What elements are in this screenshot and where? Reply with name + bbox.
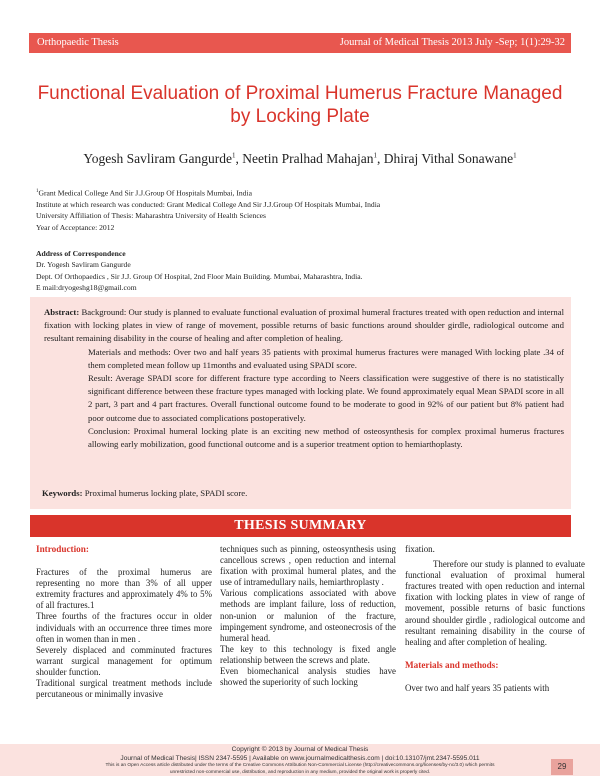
body-column-3 [405,544,585,694]
author-affiliation-mark: 1 [513,151,517,160]
section-label: Orthopaedic Thesis [37,37,119,48]
abstract-conclusion: Conclusion: Proximal humeral locking plate is an exciting new method of osteosynthesis for complex proximal humerus fractures allowing early mobilization, good functional outcome and is a superior treatment option to hemiarthoplasty. [88,425,564,450]
paragraph: techniques such as pinning, osteosynthesis using cancellous screws , open reduction and internal fixation with proximal humeral plates, and the use of intramedullary nails, hemiarthroplasty . [220,544,396,588]
author-affiliation-mark: 1 [373,151,377,160]
paragraph: The key to this technology is fixed angle relationship between the screws and plate. [220,643,396,665]
section-heading-materials-methods: Materials and methods: [405,659,499,670]
abstract-result: Result: Average SPADI score for different fracture type according to Neers classification were suggestive of there is no statistically significant difference between these fracture types managed with locking plate. We found approximately equal Mean SPADI score in all 2 part, 3 part and 4 part fractures. Overall functional outcome found to be moderate to good in 92% of our patient but 8% patient had poor outcome due to associated complications postoperatively. [88,373,564,423]
correspondence-heading: Address of Correspondence [36,249,126,258]
correspondence [36,248,566,294]
journal-citation: Journal of Medical Thesis 2013 July -Sep; 1(1):29-32 [339,37,565,48]
abstract-box [30,297,571,509]
paragraph: Even biomechanical analysis studies have showed the superiority of such locking [220,666,396,688]
keywords-text: Proximal humerus locking plate, SPADI score. [84,488,248,498]
section-heading-introduction: Introduction: [36,544,89,554]
correspondence-dept: Dept. Of Orthopaedics , Sir J.J. Group Of Hospital, 2nd Floor Main Building. Mumbai, Maharashtra, India. [36,271,363,281]
affiliation-line: Grant Medical College And Sir J.J.Group Of Hospitals Mumbai, India [38,188,252,198]
abstract-background: Background: Our study is planned to evaluate functional evaluation of proximal humeral fractures treated with open reduction and internal fixation with locking plates in view of range of movement, possible returns of basic functions around shoulder girdle, radiological outcome and resultant remaining disability in the course of healing and after completion of healing. [44,307,564,344]
thesis-summary-heading: THESIS SUMMARY [30,515,571,537]
paragraph: Various complications associated with above methods are implant failure, loss of reduction, non-union or malunion of the fracture, impingement syndrome, and osteonecrosis of the humeral head. [220,588,396,643]
journal-issn-line[interactable]: Journal of Medical Thesis| ISSN 2347-5595 | Available on www.journalmedicalthesis.com | doi:10.13107/jmt.2347-5595.011 [120,755,480,762]
paragraph: Three fourths of the fractures occur in older individuals with an occurrence three times more often in women than in men . [36,611,212,644]
affiliation-line: Year of Acceptance: 2012 [36,222,115,232]
affiliation-line: Institute at which research was conducted: Grant Medical College And Sir J.J.Group Of Hospitals Mumbai, India [36,199,381,209]
author-affiliation-mark: 1 [232,151,236,160]
author-name: Yogesh Savliram Gangurde [83,151,232,166]
author-name: Dhiraj Vithal Sonawane [383,151,514,166]
page-number: 29 [551,759,573,775]
license-line: unrestricted non-commercial use, distribution, and reproduction in any medium, provided the original work is properly cited. [169,769,431,775]
keywords [42,488,247,498]
copyright: Copyright © 2013 by Journal of Medical Thesis [231,746,369,753]
journal-header-bar [29,33,571,53]
paragraph: fixation. [405,544,435,554]
abstract-methods: Materials and methods: Over two and half years 35 patients with proximal humerus fractures were managed With locking plate .34 of them completed mean follow up 11months and evaluated using SPADI score. [88,346,564,370]
abstract-label: Abstract: [44,307,80,317]
paper-title: Functional Evaluation of Proximal Humerus Fracture Managed by Locking Plate [37,83,563,127]
affiliation-line: University Affiliation of Thesis: Maharashtra University of Health Sciences [36,211,267,221]
author-name: Neetin Pralhad Mahajan [242,151,374,166]
paragraph: Traditional surgical treatment methods include percutaneous or minimally invasive [36,678,212,700]
page-footer [0,744,600,776]
correspondence-email[interactable]: E mail:dryogeshg18@gmail.com [36,283,137,293]
paragraph: Therefore our study is planned to evaluate functional evaluation of proximal humeral fractures treated with open reduction and internal fixation with locking plates in view of range of movement, possible returns of basic functions around shoulder girdle , radiological outcome and resultant remaining disability in the course of healing and after completion of healing. [405,559,585,647]
paragraph: Over two and half years 35 patients with [405,682,550,693]
affiliations: $^1$Grant Medical College And Sir J.J.Group Of Hospitals Mumbai, India Institute at which research was conducted: Grant Medical College And Sir J.J.Group Of Hospitals Mumbai, India University Affiliation of Thesis: Maharashtra University of Health Sciences Year of Acceptance: 2012 [36,186,566,233]
author-list: Yogesh Savliram Gangurde$^1$, Neetin Pralhad Mahajan$^1$, Dhiraj Vithal Sonawane$^1$ [83,151,517,166]
keywords-label: Keywords: [42,488,83,498]
body-column-1 [36,544,212,700]
paragraph: Severely displaced and comminuted fractures warrant surgical management for optimum shoulder function. [36,644,212,677]
paragraph: Fractures of the proximal humerus are representing no more than 3% of all upper extremity fractures and approximately 4% to 5% of all fractures.1 [36,567,212,611]
body-column-2 [220,544,396,688]
license-line: This is an Open Access article distributed under the terms of the Creative Commons Attribution Non-Commercial License (http://creativecommons.org/licenses/by-nc/3.0) which permits [105,763,495,768]
correspondence-name: Dr. Yogesh Savliram Gangurde [36,260,131,270]
